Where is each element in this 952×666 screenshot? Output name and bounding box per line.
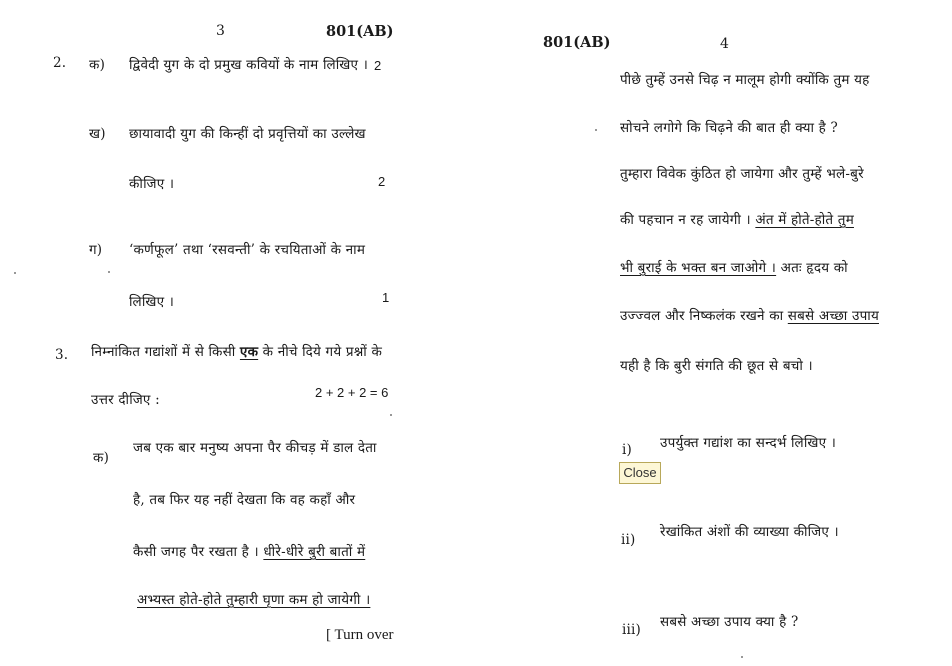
passage-underlined-2: अभ्यस्त होते-होते तुम्हारी घृणा कम हो जायेगी । [137,592,371,608]
close-button[interactable]: Close [619,462,661,484]
subquestion-3-text: सबसे अच्छा उपाय क्या है ? [660,614,799,630]
scan-speck [741,656,743,658]
q3-part-a-label: क) [93,450,110,466]
q2-part-b-label: ख) [89,126,106,142]
page-number: 3 [216,23,225,39]
underlined-phrase-1: अंत में होते-होते तुम [755,212,854,228]
scan-speck [595,129,597,131]
paper-code: 801(AB) [543,34,611,51]
page-number: 4 [720,36,729,52]
subquestion-2-text: रेखांकित अंशों की व्याख्या कीजिए । [660,524,839,540]
passage-cont-line-4: की पहचान न रह जायेगी । अंत में होते-होते तुम [620,212,854,228]
question-2-number: 2. [53,55,67,71]
scan-speck [390,414,392,416]
passage-cont-line-5: भी बुराई के भक्त बन जाओगे । अतः हृदय को [620,260,848,276]
q2-part-a-text: द्विवेदी युग के दो प्रमुख कवियों के नाम लिखिए । [129,57,369,73]
q2-part-a-marks: 2 [374,58,382,73]
q3-marks: 2 + 2 + 2 = 6 [315,385,389,400]
q2-part-b-marks: 2 [378,174,386,189]
passage-cont-line-1: पीछे तुम्हें उनसे चिढ़ न मालूम होगी क्योंकि तुम यह [620,72,870,88]
scan-speck [14,272,16,274]
question-3-number: 3. [55,347,69,363]
right-page [476,0,952,666]
underlined-phrase-3: सबसे अच्छा उपाय [787,308,879,324]
paper-code: 801(AB) [326,23,394,40]
subquestion-1-label: i) [622,442,632,458]
passage-cont-line-3: तुम्हारा विवेक कुंठित हो जायेगा और तुम्हें भले-बुरे [620,166,864,182]
passage-underlined-1: धीरे-धीरे बुरी बातों में [263,544,366,560]
passage-line-1: जब एक बार मनुष्य अपना पैर कीचड़ में डाल देता [133,440,377,456]
q2-part-c-text: ‘कर्णफूल’ तथा ‘रसवन्ती’ के रचयिताओं के नाम [129,242,366,258]
subquestion-2-label: ii) [621,532,636,548]
passage-line-3: कैसी जगह पैर रखता है । धीरे-धीरे बुरी बातों में [133,544,366,560]
subquestion-1-text: उपर्युक्त गद्यांश का सन्दर्भ लिखिए । [660,435,837,451]
q2-part-c-marks: 1 [382,290,390,305]
q2-part-a-label: क) [89,57,106,73]
passage-line-2: है, तब फिर यह नहीं देखता कि वह कहाँ और [133,492,356,508]
q3-instruction-line1: निम्नांकित गद्यांशों में से किसी एक के नीचे दिये गये प्रश्नों के [91,344,383,360]
q2-part-c-text-cont: लिखिए । [129,294,175,310]
q2-part-b-text: छायावादी युग की किन्हीं दो प्रवृत्तियों का उल्लेख [129,126,366,142]
underlined-phrase-2: भी बुराई के भक्त बन जाओगे । [620,260,777,276]
passage-cont-line-2: सोचने लगोगे कि चिढ़ने की बात ही क्या है ? [620,120,838,136]
scan-speck [108,271,110,273]
q3-instruction-line2: उत्तर दीजिए : [91,392,160,408]
subquestion-3-label: iii) [622,622,642,638]
q3-bold-word: एक [239,344,259,360]
passage-cont-line-7: यही है कि बुरी संगति की छूत से बचो । [620,358,813,374]
q2-part-b-text-cont: कीजिए । [129,176,175,192]
q2-part-c-label: ग) [89,242,103,258]
turn-over-note: [ Turn over [326,627,394,643]
passage-cont-line-6: उज्ज्वल और निष्कलंक रखने का सबसे अच्छा उपाय [620,308,879,324]
